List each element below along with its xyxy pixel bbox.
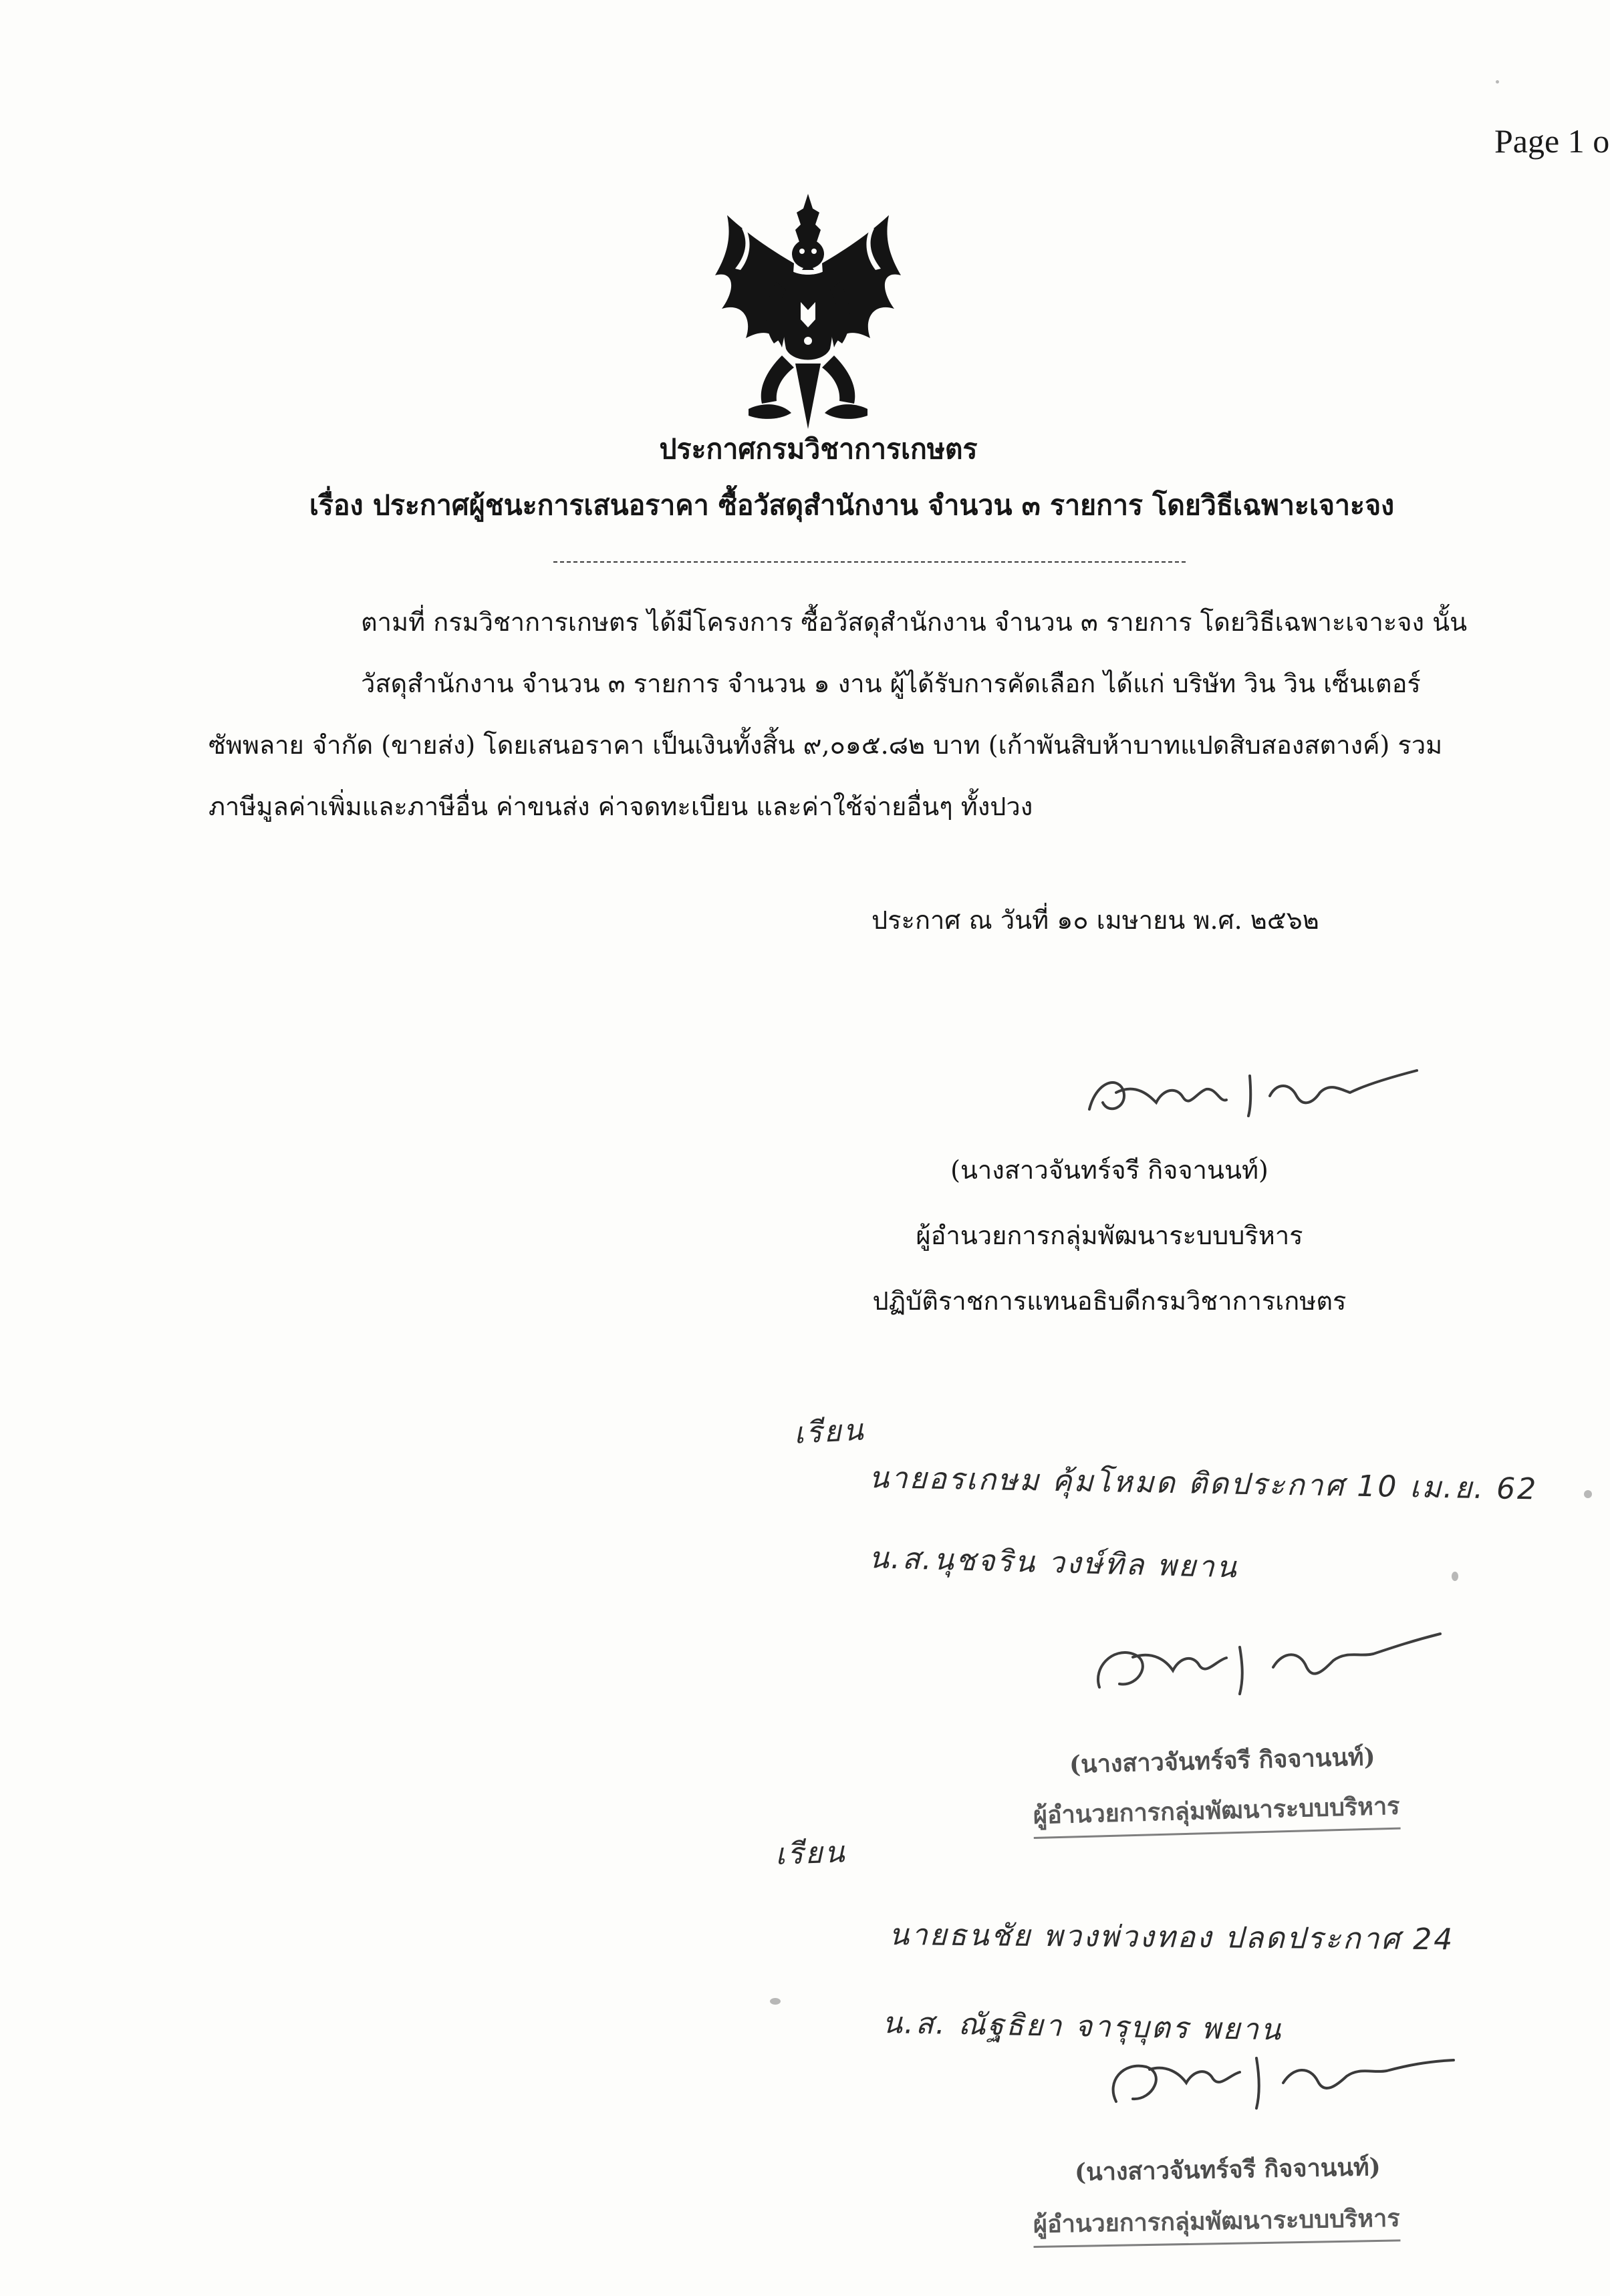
official-stamp-position: ผู้อำนวยการกลุ่มพัฒนาระบบบริหาร [1033,1787,1400,1839]
announcement-subject: เรื่อง ประกาศผู้ชนะการเสนอราคา ซื้อวัสดุสำนักงาน จำนวน ๓ รายการ โดยวิธีเฉพาะเจาะจง [309,489,1395,521]
body-paragraph-line: ภาษีมูลค่าเพิ่มและภาษีอื่น ค่าขนส่ง ค่าจดทะเบียน และค่าใช้จ่ายอื่นๆ ทั้งปวง [209,792,1033,821]
body-paragraph-line: วัสดุสำนักงาน จำนวน ๓ รายการ จำนวน ๑ งาน ผู้ได้รับการคัดเลือก ได้แก่ บริษัท วิน วิน เซ็นเตอร์ [361,669,1421,698]
body-paragraph-line: ซัพพลาย จำกัด (ขายส่ง) โดยเสนอราคา เป็นเงินทั้งสิ้น ๙,๐๑๕.๘๒ บาท (เก้าพันสิบห้าบาทแปดสิบสองสตางค์) รวม [209,730,1443,760]
scan-speck [1452,1572,1458,1581]
scan-speck [1496,80,1499,84]
signature-scribble [1079,1620,1454,1707]
official-stamp-name: (นางสาวจันทร์จรี กิจจานนท์) [1069,1743,1376,1779]
scan-speck [1584,1490,1592,1498]
signatory-position: ผู้อำนวยการกลุ่มพัฒนาระบบบริหาร [916,1221,1303,1250]
official-stamp-name: (นางสาวจันทร์จรี กิจจานนท์) [1074,2153,1381,2186]
body-paragraph-line: ตามที่ กรมวิชาการเกษตร ได้มีโครงการ ซื้อวัสดุสำนักงาน จำนวน ๓ รายการ โดยวิธีเฉพาะเจาะจง นั้น [361,607,1468,637]
scan-speck [770,1998,781,2005]
signatory-name: (นางสาวจันทร์จรี กิจจานนท์) [950,1155,1268,1185]
signature-scribble [1076,1056,1450,1129]
official-stamp-position: ผู้อำนวยการกลุ่มพัฒนาระบบบริหาร [1033,2198,1400,2248]
page-number: Page 1 o [1494,122,1610,160]
title-divider [553,561,1186,563]
handwritten-note-line: น.ส.นุชจริน วงษ์ทิล พยาน [868,1541,1239,1585]
handwritten-note-line: นายธนชัย พวงพ่วงทอง ปลดประกาศ 24 [888,1918,1455,1957]
garuda-emblem-icon [702,188,914,442]
handwritten-note-line: นายอรเกษม คุ้มโหมด ติดประกาศ 10 เม.ย. 62 [868,1461,1538,1507]
announcement-date: ประกาศ ณ วันที่ ๑๐ เมษายน พ.ศ. ๒๕๖๒ [871,905,1319,935]
handwritten-salutation: เรียน [775,1835,847,1872]
signatory-acting-for: ปฏิบัติราชการแทนอธิบดีกรมวิชาการเกษตร [872,1286,1347,1316]
handwritten-note-line: น.ส. ณัฐธิยา จารุบุตร พยาน [882,2006,1283,2047]
handwritten-salutation: เรียน [793,1413,866,1451]
announcement-title: ประกาศกรมวิชาการเกษตร [659,433,978,465]
signature-scribble [1089,2035,1464,2122]
